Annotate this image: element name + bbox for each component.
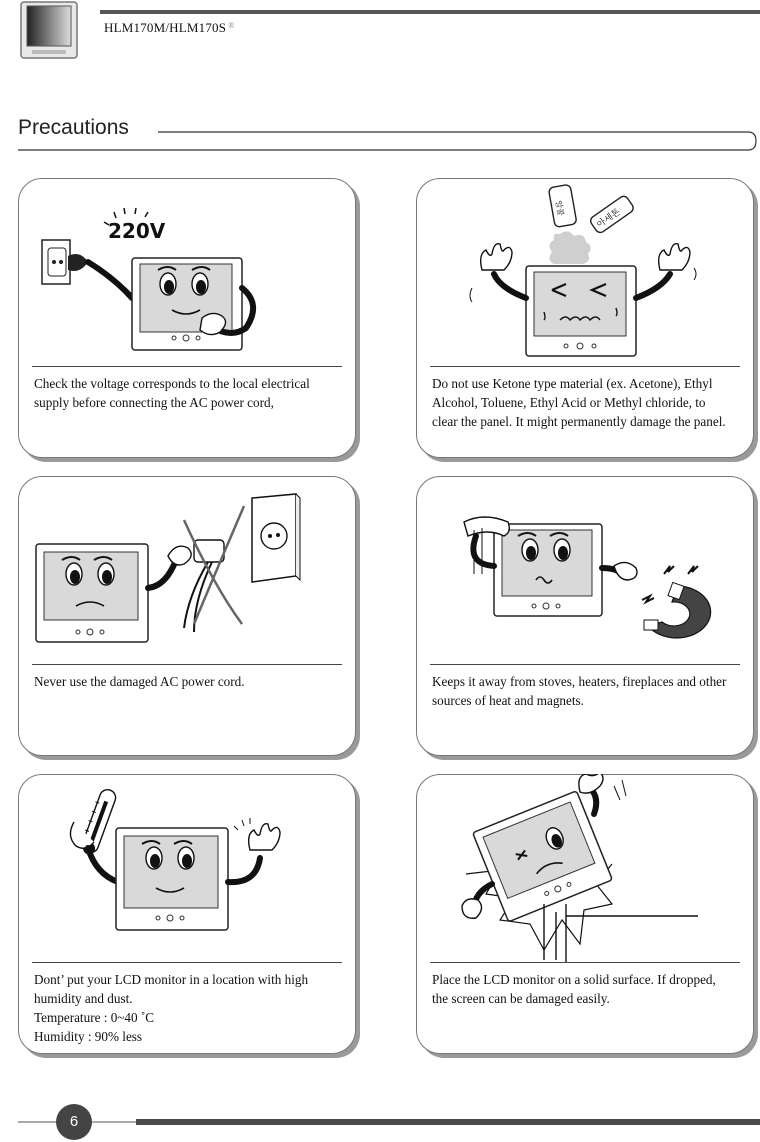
magnet-illustration-icon <box>416 476 754 664</box>
thermometer-illustration-icon <box>18 774 356 962</box>
page-number-badge: 6 <box>56 1104 92 1140</box>
registered-mark: ® <box>228 21 235 30</box>
card-line: Humidity : 90% less <box>34 1029 143 1044</box>
section-title: Precautions <box>18 116 129 139</box>
card-line: Do not use Ketone type material (ex. Acetone), Ethyl <box>432 376 713 391</box>
card-line: Check the voltage corresponds to the local electrical <box>34 376 310 391</box>
card-line: sources of heat and magnets. <box>432 693 584 708</box>
bottle-label-alcohol: 알콜 <box>553 199 566 217</box>
card-line: clear the panel. It might permanently damage the panel. <box>432 414 726 429</box>
header-bar <box>100 10 760 14</box>
card-text <box>432 970 744 1008</box>
card-line: Never use the damaged AC power cord. <box>34 674 245 689</box>
bottle-label-acetone: 아세톤 <box>595 207 623 231</box>
monitor-thumbnail-icon <box>18 0 80 62</box>
model-name <box>104 20 234 36</box>
card-line: supply before connecting the AC power cord, <box>34 395 274 410</box>
card-text <box>432 374 744 431</box>
card-text <box>34 374 346 412</box>
card-text <box>432 672 744 710</box>
card-line: Alcohol, Toluene, Ethyl Acid or Methyl chloride, to <box>432 395 706 410</box>
card-line: Temperature : 0~40 ˚C <box>34 1010 155 1025</box>
voltage-outlet-illustration-icon <box>18 178 356 366</box>
card-line: humidity and dust. <box>34 991 133 1006</box>
card-text <box>34 970 346 1046</box>
damaged-cord-illustration-icon <box>18 476 356 664</box>
precaution-card-solid-surface <box>416 774 754 1054</box>
precaution-card-chemicals <box>416 178 754 458</box>
section-title-rule <box>18 130 758 152</box>
falling-monitor-illustration-icon <box>416 774 754 962</box>
precaution-card-power-cord <box>18 476 356 756</box>
card-line: Keeps it away from stoves, heaters, fireplaces and other <box>432 674 727 689</box>
voltage-label: 220V <box>108 219 166 243</box>
card-text <box>34 672 346 691</box>
card-line: Place the LCD monitor on a solid surface. If dropped, <box>432 972 716 987</box>
card-line: Dont’ put your LCD monitor in a location with high <box>34 972 309 987</box>
card-line: the screen can be damaged easily. <box>432 991 610 1006</box>
precaution-card-humidity <box>18 774 356 1054</box>
footer-bar <box>136 1119 760 1125</box>
model-text: HLM170M/HLM170S <box>104 20 227 35</box>
precaution-card-voltage <box>18 178 356 458</box>
chemical-bottles-illustration-icon <box>416 178 754 366</box>
precaution-card-heat-magnets <box>416 476 754 756</box>
